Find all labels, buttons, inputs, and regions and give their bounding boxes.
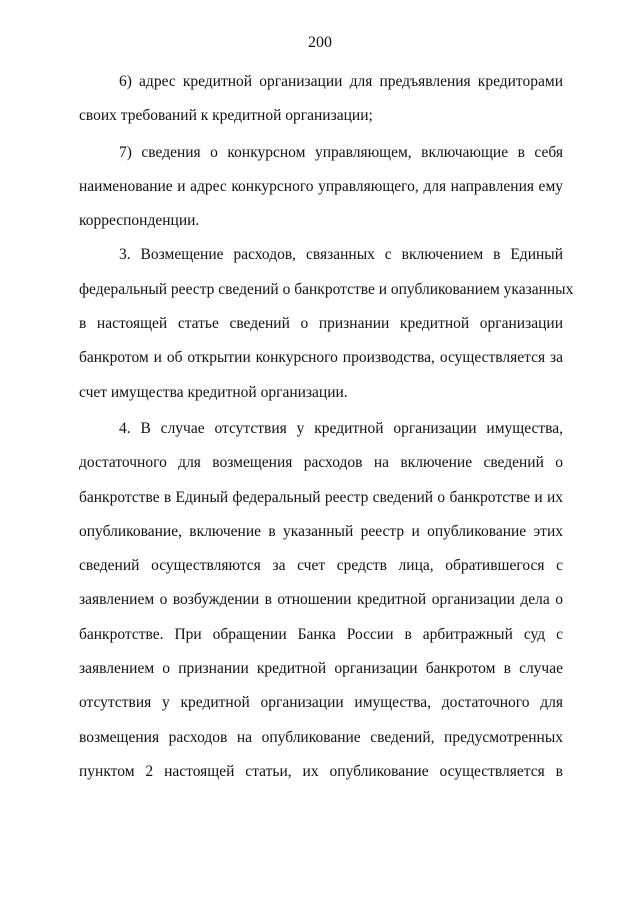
text-line: наименование и адрес конкурсного управляющего, для направления ему — [79, 178, 563, 195]
text-line: заявлением о признании кредитной организации банкротом в случае — [79, 660, 563, 677]
text-line: отсутствия у кредитной организации имущества, достаточного для — [79, 694, 563, 711]
text-line: счет имущества кредитной организации. — [79, 384, 348, 401]
text-line: банкротстве в Единый федеральный реестр сведений о банкротстве и их — [79, 489, 563, 506]
text-line: банкротстве. При обращении Банка России в арбитражный суд с — [79, 626, 563, 643]
text-line: 3. Возмещение расходов, связанных с включением в Единый — [119, 246, 563, 263]
text-line: возмещения расходов на опубликование сведений, предусмотренных — [79, 729, 563, 746]
text-line: своих требований к кредитной организации; — [79, 107, 373, 124]
text-line: 6) адрес кредитной организации для предъявления кредиторами — [119, 73, 563, 90]
text-line: заявлением о возбуждении в отношении кредитной организации дела о — [79, 591, 563, 608]
text-line: 4. В случае отсутствия у кредитной организации имущества, — [119, 420, 563, 437]
text-line: пунктом 2 настоящей статьи, их опубликование осуществляется в — [79, 763, 563, 780]
text-line: корреспонденции. — [79, 212, 200, 229]
text-line: опубликование, включение в указанный реестр и опубликование этих — [79, 523, 563, 540]
text-line: банкротом и об открытии конкурсного производства, осуществляется за — [79, 349, 563, 366]
page-number: 200 — [308, 34, 332, 51]
text-line: сведений осуществляются за счет средств лица, обратившегося с — [79, 557, 563, 574]
text-line: достаточного для возмещения расходов на включение сведений о — [79, 454, 563, 471]
text-line: в настоящей статье сведений о признании кредитной организации — [79, 315, 563, 332]
text-line: 7) сведения о конкурсном управляющем, включающие в себя — [119, 144, 563, 161]
text-line: федеральный реестр сведений о банкротстве и опубликованием указанных — [79, 281, 574, 298]
